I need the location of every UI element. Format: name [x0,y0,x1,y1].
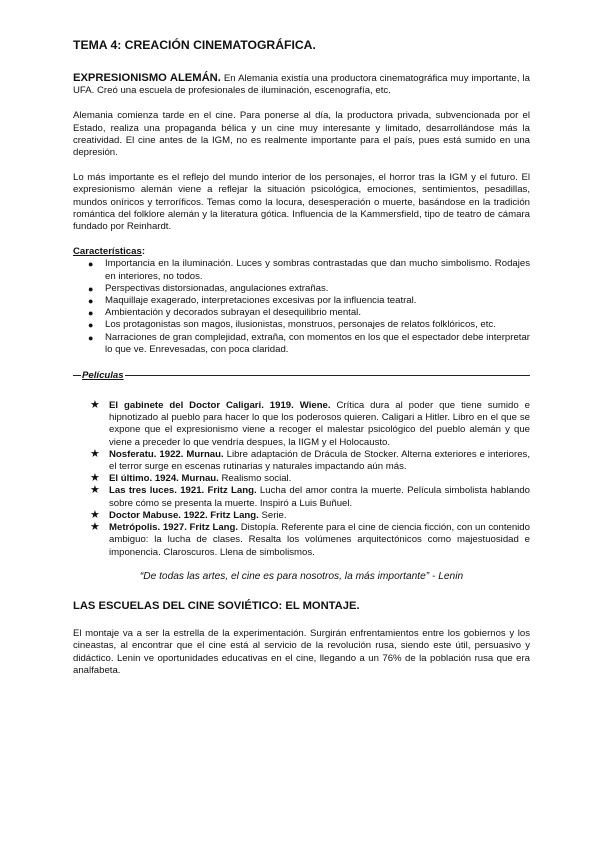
film-description: Lucha del amor contra la muerte. Película simbolista hablando sobre cómo se presenta la muerte. Inspiró a Luis Buñuel. [109,485,530,509]
caracteristicas-label: Características [73,246,142,258]
list-item [73,307,530,319]
film-title: Doctor Mabuse. 1922. Fritz Lang. [109,509,259,521]
film-title: Las tres luces. 1921. Fritz Lang. [109,485,257,497]
film-title: Metrópolis. 1927. Fritz Lang. [109,522,239,534]
list-item-text: Maquillaje exagerado, interpretaciones excesivas por la influencia teatral. [105,295,417,307]
bullet-icon: ● [88,259,94,270]
list-item [73,473,530,485]
list-item-text: Los protagonistas son magos, ilusionistas, monstruos, personajes de relatos folklóricos, etc. [105,319,496,331]
star-icon: ★ [90,508,100,521]
divider-line-left [73,375,81,376]
list-item [73,332,530,356]
list-item [73,449,530,473]
list-item-text: Narraciones de gran complejidad, extraña, con momentos en los que el espectador debe interpretar lo que ve. Enrevesadas, con poca claridad. [105,331,530,355]
star-icon: ★ [90,484,100,497]
caracteristicas-list [73,258,530,356]
expresionismo-intro-paragraph [73,72,530,97]
peliculas-list [73,400,530,559]
film-description: Crítica dura al poder que tiene sumido e hipnotizado al pueblo para hacer lo que los poderosos quieren. Caligari a Hitler. Libro en el que se expone que el expresionismo viene a recoger el malestar psicológico del pueblo alemán y que viene a preceder lo que vendría despues, la IIGM y el Holocausto. [109,400,530,448]
expresionismo-heading: EXPRESIONISMO ALEMÁN. [73,72,221,84]
film-description: Distopía. Referente para el cine de ciencia ficción, con un contenido ambiguo: la lucha de clases. Resalta los volúmenes arquitectónicos como majestuosidad e imponencia. Claroscuros. Llena de simbolismos. [109,522,530,558]
star-icon: ★ [90,472,100,485]
film-description: Libre adaptación de Drácula de Stocker. Alterna exteriores e interiores, el terror surge en escenas rutinarias y naturales impactando aún más. [109,448,530,473]
document-content [73,38,530,677]
list-item [73,510,530,522]
list-item [73,319,530,331]
list-item [73,485,530,509]
list-item-text: Perspectivas distorsionadas, angulaciones extrañas. [105,282,329,294]
bullet-icon: ● [88,308,94,319]
list-item [73,283,530,295]
bullet-icon: ● [88,320,94,331]
film-description: Serie. [258,509,287,521]
list-item [73,295,530,307]
sovietico-paragraph-1: El montaje va a ser la estrella de la experimentación. Surgirán enfrentamientos entre los gobiernos y los cineastas, al encontrar que el cine está al servicio de la revolución rusa, siendo este útil, persuasivo y didáctico. Lenin ve oportunidades educativas en el cine, llegando a un 76% de la población rusa que era analfabeta. [73,628,530,676]
page-title: TEMA 4: CREACIÓN CINEMATOGRÁFICA. [73,38,316,52]
caracteristicas-colon: : [141,246,146,258]
star-icon: ★ [90,447,100,460]
film-description: Realismo social. [218,473,292,485]
lenin-quote: “De todas las artes, el cine es para nosotros, la más importante” - Lenin [139,570,464,582]
film-title: El último. 1924. Murnau. [109,473,219,485]
peliculas-label: Películas [82,370,124,382]
divider-line-right [125,375,530,376]
bullet-icon: ● [88,332,94,343]
sovietico-heading: LAS ESCUELAS DEL CINE SOVIÉTICO: EL MONTAJE. [73,599,360,612]
peliculas-divider [73,370,530,381]
expresionismo-paragraph-3: Lo más importante es el reflejo del mundo interior de los personajes, el horror tras la IGM y el futuro. El expresionismo alemán viene a reflejar la situación psicológica, emociones, sentimientos, pesadillas, mundos oníricos y terroríficos. Temas como la locura, desesperación o muerte, basándose en la tradición romántica del folklore alemán y la literatura gótica. Influencia de la Kammersfield, tipo de teatro de cámara fundado por Reinhardt. [73,172,530,233]
star-icon: ★ [90,399,100,412]
caracteristicas-heading [73,246,530,258]
expresionismo-intro-text: En Alemania existía una productora cinematográfica muy importante, la UFA. Creó una escuela de profesionales de iluminación, escenografía, etc. [73,73,530,97]
film-title: Nosferatu. 1922. Murnau. [109,448,224,460]
star-icon: ★ [90,521,100,534]
list-item [73,258,530,282]
film-title: El gabinete del Doctor Caligari. 1919. Wiene. [109,400,331,412]
bullet-icon: ● [88,283,94,294]
bullet-icon: ● [88,296,94,307]
list-item-text: Ambientación y decorados subrayan el desequilibrio mental. [105,307,361,319]
list-item [73,522,530,559]
list-item-text: Importancia en la iluminación. Luces y sombras contrastadas que dan mucho simbolismo. Rodajes en interiores, no todos. [105,258,530,282]
expresionismo-paragraph-2: Alemania comienza tarde en el cine. Para ponerse al día, la productora privada, subvencionada por el Estado, realiza una propaganda bélica y un cine muy interesante y limitado, desarrollándose más la creatividad. El cine antes de la IGM, no es realmente importante para el país, pues está sumido en una depresión. [73,110,530,159]
list-item [73,400,530,449]
